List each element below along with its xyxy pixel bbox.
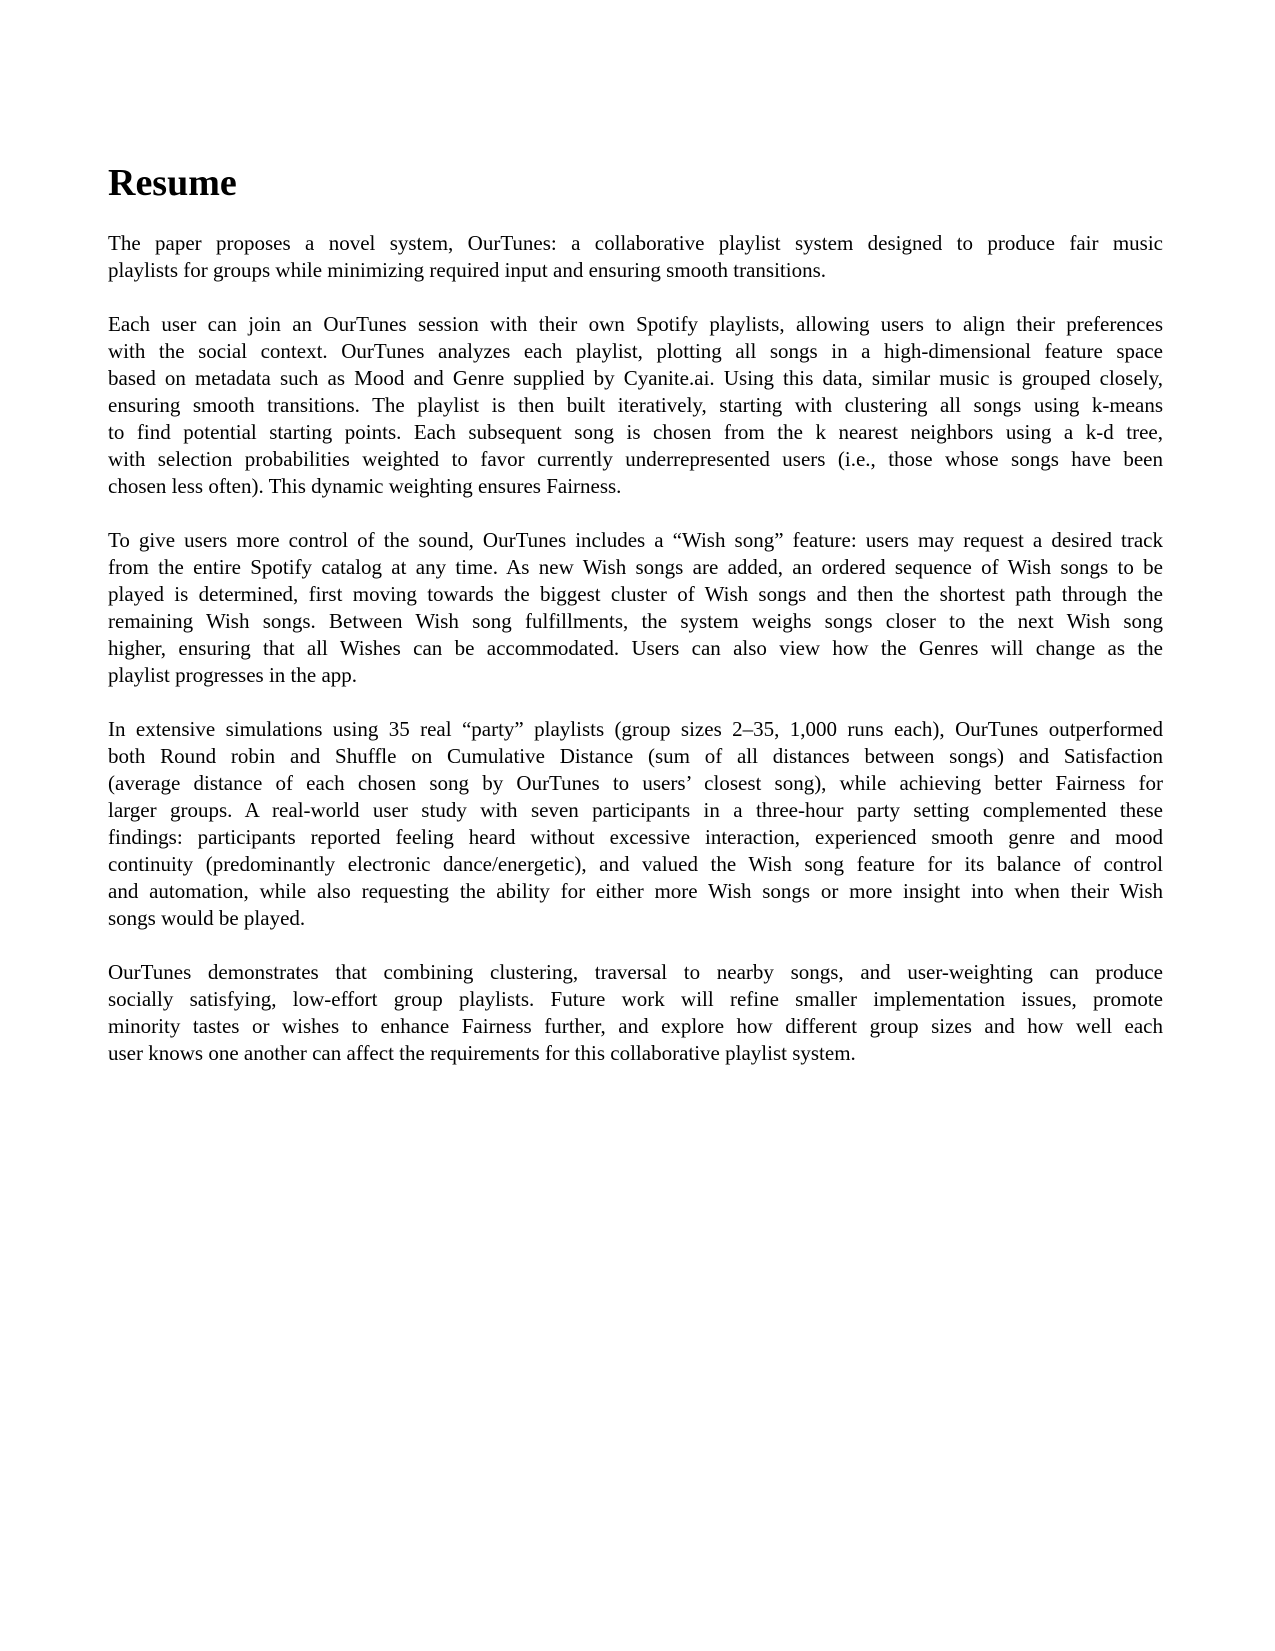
text-line: playlist progresses in the app. (108, 663, 358, 687)
text-line: with the social context. OurTunes analyzes each playlist, plotting all songs in a high-dimensional feature space (108, 339, 1163, 363)
text-line: findings: participants reported feeling heard without excessive interaction, experienced smooth genre and mood (108, 825, 1163, 849)
paragraph (108, 230, 1163, 284)
text-line: socially satisfying, low-effort group playlists. Future work will refine smaller implementation issues, promote (108, 987, 1163, 1011)
paragraph (108, 527, 1163, 689)
text-line: Each user can join an OurTunes session with their own Spotify playlists, allowing users to align their preferences (108, 312, 1163, 336)
text-line: The paper proposes a novel system, OurTunes: a collaborative playlist system designed to produce fair music (108, 231, 1163, 255)
text-line: user knows one another can affect the requirements for this collaborative playlist system. (108, 1041, 856, 1065)
text-line: songs would be played. (108, 906, 306, 930)
text-line: based on metadata such as Mood and Genre supplied by Cyanite.ai. Using this data, similar music is grouped closely, (108, 366, 1163, 390)
text-line: In extensive simulations using 35 real “party” playlists (group sizes 2–35, 1,000 runs each), OurTunes outperformed (108, 717, 1163, 741)
text-line: continuity (predominantly electronic dance/energetic), and valued the Wish song feature for its balance of control (108, 852, 1163, 876)
text-line: played is determined, first moving towards the biggest cluster of Wish songs and then the shortest path through the (108, 582, 1163, 606)
text-line: (average distance of each chosen song by OurTunes to users’ closest song), while achieving better Fairness for (108, 771, 1163, 795)
text-line: chosen less often). This dynamic weighting ensures Fairness. (108, 474, 622, 498)
text-line: and automation, while also requesting the ability for either more Wish songs or more insight into when their Wish (108, 879, 1163, 903)
text-line: playlists for groups while minimizing required input and ensuring smooth transitions. (108, 258, 826, 282)
text-line: To give users more control of the sound, OurTunes includes a “Wish song” feature: users may request a desired track (108, 528, 1163, 552)
text-line: larger groups. A real-world user study with seven participants in a three-hour party setting complemented these (108, 798, 1163, 822)
document-body (108, 230, 1163, 1067)
text-line: ensuring smooth transitions. The playlist is then built iteratively, starting with clustering all songs using k-means (108, 393, 1163, 417)
text-line: OurTunes demonstrates that combining clustering, traversal to nearby songs, and user-weighting can produce (108, 960, 1163, 984)
text-line: both Round robin and Shuffle on Cumulative Distance (sum of all distances between songs) and Satisfaction (108, 744, 1163, 768)
text-line: remaining Wish songs. Between Wish song fulfillments, the system weighs songs closer to the next Wish song (108, 609, 1163, 633)
paragraph (108, 311, 1163, 500)
text-line: minority tastes or wishes to enhance Fairness further, and explore how different group sizes and how well each (108, 1014, 1163, 1038)
paragraph (108, 959, 1163, 1067)
paragraph (108, 716, 1163, 932)
text-line: with selection probabilities weighted to favor currently underrepresented users (i.e., those whose songs have been (108, 447, 1163, 471)
text-line: higher, ensuring that all Wishes can be accommodated. Users can also view how the Genres will change as the (108, 636, 1163, 660)
text-line: to find potential starting points. Each subsequent song is chosen from the k nearest neighbors using a k-d tree, (108, 420, 1163, 444)
page-title: Resume (108, 162, 237, 204)
text-line: from the entire Spotify catalog at any time. As new Wish songs are added, an ordered sequence of Wish songs to be (108, 555, 1163, 579)
